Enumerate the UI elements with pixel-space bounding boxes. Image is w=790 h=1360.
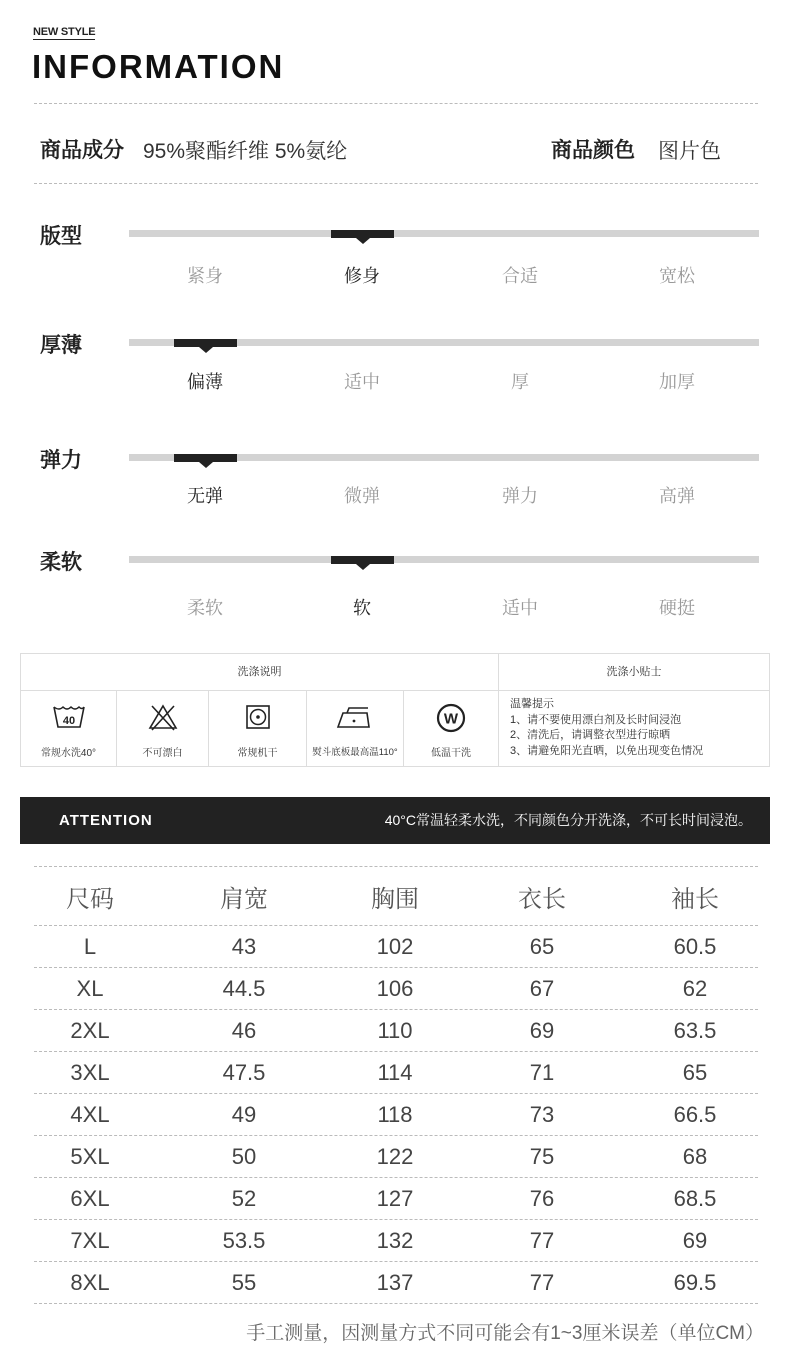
size-cell: 7XL: [70, 1228, 110, 1253]
size-cell: XL: [76, 976, 104, 1001]
attribute-option: 偏薄: [187, 372, 223, 392]
size-cell: 6XL: [70, 1186, 110, 1211]
size-cell: 49: [231, 1102, 257, 1127]
page-title: INFORMATION: [32, 48, 285, 85]
attribute-option: 微弹: [344, 486, 380, 506]
size-cell: 110: [377, 1018, 413, 1043]
attribute-option: 紧身: [187, 266, 223, 286]
divider: [34, 183, 758, 184]
attribute-option: 宽松: [659, 266, 695, 286]
size-header-cell: 肩宽: [220, 886, 268, 913]
attention-text: 40°C常温轻柔水洗，不同颜色分开洗涤，不可长时间浸泡。: [384, 812, 752, 828]
divider: [34, 103, 758, 104]
wash-temp-text: 40: [62, 715, 75, 727]
attribute-scale-bar: [129, 556, 759, 563]
attribute-option: 无弹: [187, 486, 223, 506]
attention-title: ATTENTION: [59, 812, 153, 829]
attribute-option: 加厚: [659, 372, 695, 392]
wash-cell: [307, 691, 403, 767]
attribute-label: 版型: [40, 225, 82, 248]
size-cell: 2XL: [70, 1018, 110, 1043]
size-header-cell: 袖长: [671, 886, 719, 913]
iron-icon: [335, 703, 375, 731]
size-cell: 69: [682, 1228, 708, 1253]
size-cell: 77: [529, 1270, 555, 1295]
size-cell: 71: [529, 1060, 555, 1085]
divider: [34, 1261, 758, 1262]
size-cell: 66.5: [673, 1102, 717, 1127]
size-cell: 122: [376, 1144, 414, 1169]
size-cell: 137: [376, 1270, 414, 1295]
wash-cell: [209, 691, 306, 767]
attribute-scale-bar: [129, 230, 759, 237]
attribute-label: 柔软: [40, 551, 82, 574]
size-cell: 65: [682, 1060, 708, 1085]
size-cell: L: [83, 934, 97, 959]
size-cell: 67: [529, 976, 555, 1001]
wash-tip: 3、请避免阳光直晒，以免出现变色情况: [510, 744, 704, 757]
divider: [34, 1219, 758, 1220]
wash-tips-list: [510, 697, 703, 759]
size-cell: 65: [529, 934, 555, 959]
wash-cell: [404, 691, 498, 767]
wash-tip: 温馨提示: [510, 698, 554, 710]
attribute-option: 硬挺: [659, 598, 695, 618]
wash-instructions-title: 洗涤说明: [237, 666, 282, 678]
size-cell: 106: [376, 976, 414, 1001]
dry-clean-icon: [436, 703, 466, 733]
new-style-tag: NEW STYLE: [33, 26, 96, 38]
color-label: 商品颜色: [551, 139, 635, 162]
size-cell: 73: [529, 1102, 555, 1127]
size-header-cell: 衣长: [518, 886, 566, 913]
size-cell: 77: [529, 1228, 555, 1253]
attribute-option: 弹力: [502, 486, 538, 506]
wash-tip: 2、清洗后，请调整衣型进行晾晒: [510, 729, 671, 741]
wash-tips-title: 洗涤小贴士: [606, 666, 662, 678]
size-cell: 60.5: [673, 934, 717, 959]
attribute-option: 软: [353, 598, 371, 618]
wash-cell: [117, 691, 208, 767]
wash-tip: 1、请不要使用漂白剂及长时间浸泡: [510, 713, 682, 726]
size-cell: 53.5: [222, 1228, 266, 1253]
size-header-cell: 胸围: [371, 886, 419, 913]
attribute-option: 厚: [511, 372, 529, 392]
size-cell: 44.5: [222, 976, 266, 1001]
size-footnote: 手工测量，因测量方式不同可能会有1~3厘米误差（单位CM）: [246, 1323, 764, 1344]
attribute-option: 修身: [344, 266, 380, 286]
size-cell: 76: [529, 1186, 555, 1211]
wash-cell: [21, 691, 116, 767]
size-cell: 102: [376, 934, 414, 959]
size-cell: 8XL: [70, 1270, 110, 1295]
divider: [34, 967, 758, 968]
size-cell: 114: [377, 1060, 413, 1085]
size-cell: 132: [376, 1228, 414, 1253]
wash-icon-label: 常规水洗40°: [40, 748, 97, 759]
attribute-option: 高弹: [659, 486, 695, 506]
divider: [34, 1009, 758, 1010]
size-cell: 62: [682, 976, 708, 1001]
size-header-cell: 尺码: [66, 886, 114, 913]
wash-icon-label: 低温干洗: [431, 748, 471, 759]
wash-icon-label: 常规机干: [237, 748, 278, 759]
size-cell: 69: [529, 1018, 555, 1043]
size-cell: 43: [231, 934, 257, 959]
tumble-dry-icon: [244, 703, 272, 731]
size-cell: 46: [231, 1018, 257, 1043]
attribute-scale-bar: [129, 454, 759, 461]
divider: [34, 1051, 758, 1052]
wash-40-icon: [52, 703, 86, 731]
size-cell: 118: [377, 1102, 413, 1127]
material-label: 商品成分: [40, 139, 124, 162]
attribute-selected-marker: [174, 339, 237, 347]
size-cell: 68: [682, 1144, 708, 1169]
divider: [34, 925, 758, 926]
size-cell: 55: [231, 1270, 257, 1295]
attribute-label: 厚薄: [40, 334, 82, 357]
divider: [34, 866, 758, 867]
attention-banner: [20, 797, 770, 844]
size-cell: 47.5: [222, 1060, 266, 1085]
size-cell: 69.5: [673, 1270, 717, 1295]
size-cell: 127: [376, 1186, 414, 1211]
no-bleach-icon: [148, 703, 178, 731]
color-value: 图片色: [658, 140, 721, 163]
size-cell: 68.5: [673, 1186, 717, 1211]
attribute-option: 柔软: [187, 598, 223, 618]
attribute-option: 适中: [344, 372, 380, 392]
attribute-label: 弹力: [40, 449, 82, 472]
material-value: 95%聚酯纤维 5%氨纶: [143, 140, 348, 163]
size-cell: 63.5: [673, 1018, 717, 1043]
divider: [34, 1303, 758, 1304]
attribute-selected-marker: [331, 230, 394, 238]
size-cell: 50: [231, 1144, 257, 1169]
attribute-selected-marker: [174, 454, 237, 462]
dry-clean-symbol: W: [443, 710, 459, 728]
divider: [34, 1135, 758, 1136]
attribute-selected-marker: [331, 556, 394, 564]
divider: [34, 1177, 758, 1178]
size-cell: 4XL: [70, 1102, 110, 1127]
attribute-scale-bar: [129, 339, 759, 346]
attribute-option: 合适: [502, 266, 538, 286]
wash-instructions-table: [20, 653, 770, 767]
divider: [34, 1093, 758, 1094]
size-cell: 52: [231, 1186, 257, 1211]
size-cell: 75: [529, 1144, 555, 1169]
wash-icon-label: 不可漂白: [142, 748, 183, 759]
wash-icon-label: 熨斗底板最高温110°: [312, 747, 398, 758]
size-cell: 5XL: [70, 1144, 110, 1169]
size-cell: 3XL: [70, 1060, 110, 1085]
attribute-option: 适中: [502, 598, 538, 618]
